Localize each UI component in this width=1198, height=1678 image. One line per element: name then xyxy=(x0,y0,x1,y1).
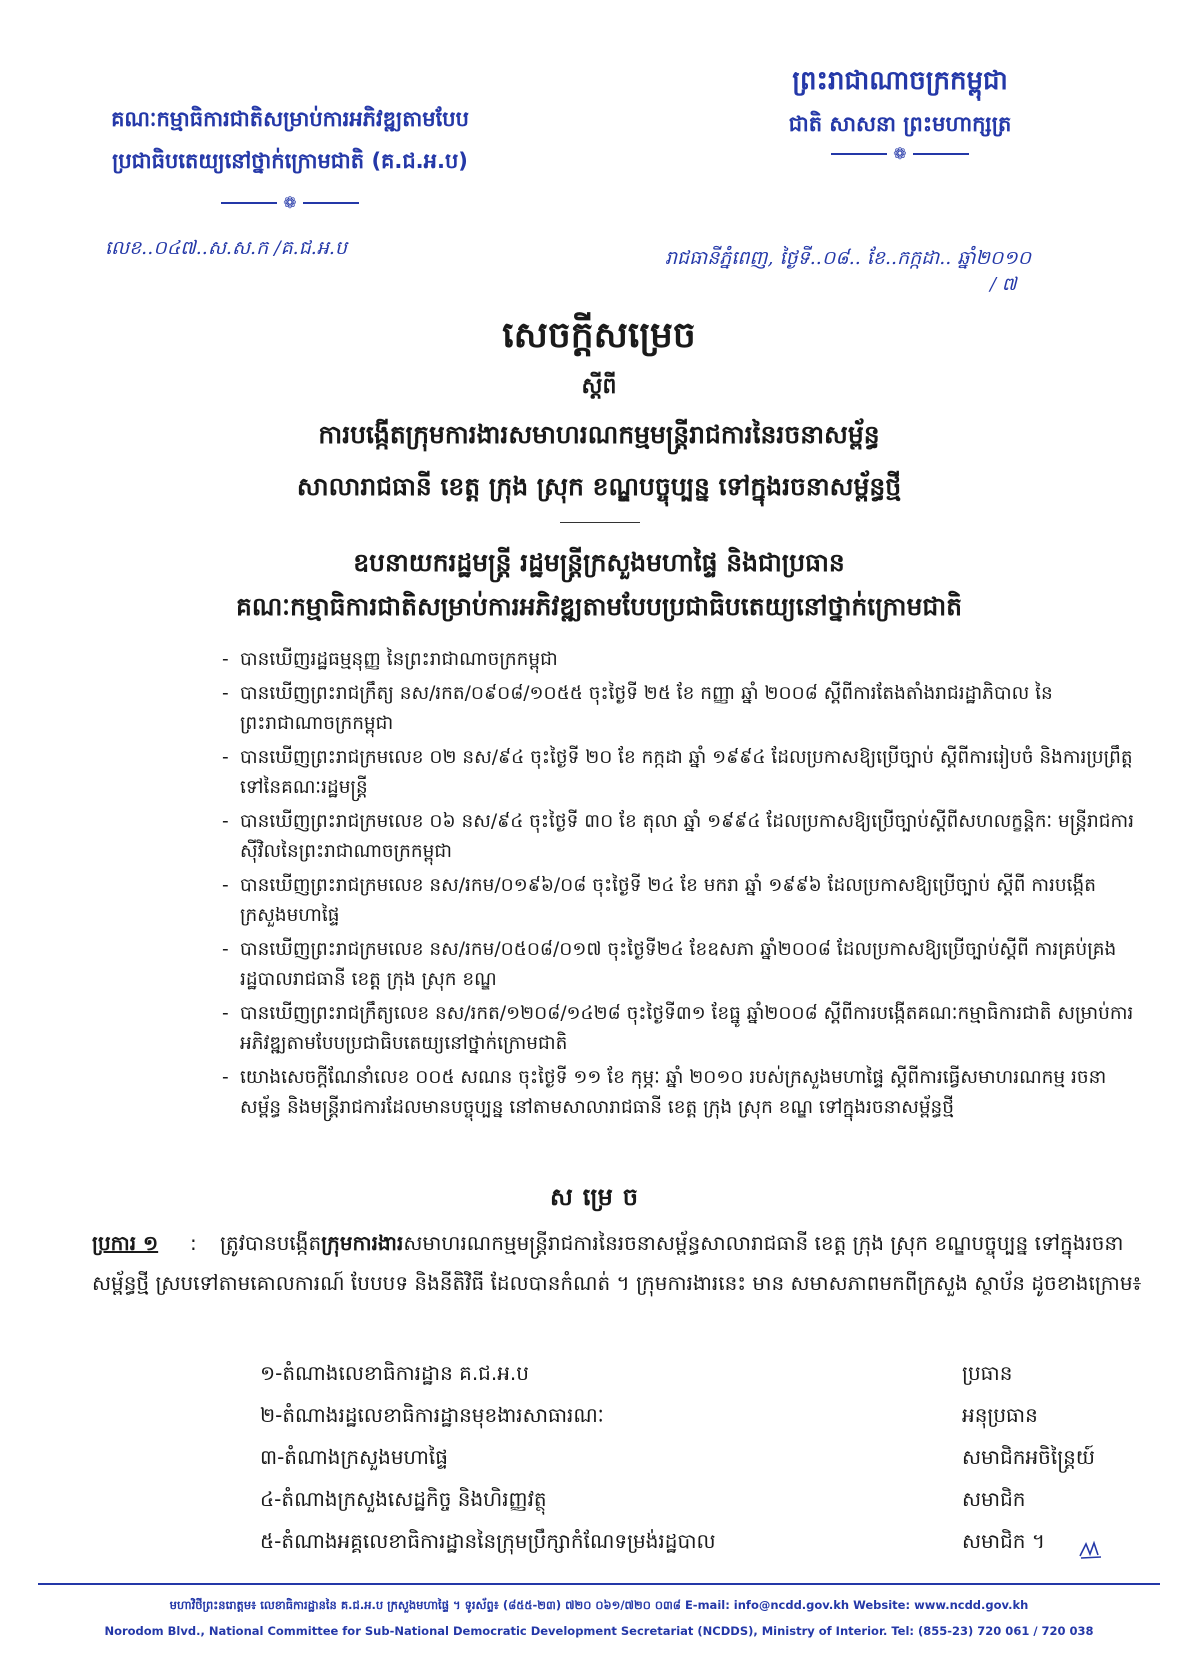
document-title: សេចក្តីសម្រេច xyxy=(502,315,696,356)
authority-line1: ឧបនាយករដ្ឋមន្ត្រី រដ្ឋមន្ត្រីក្រសួងមហាផ្ទៃ និងជាប្រធាន xyxy=(353,548,845,577)
reference-number: លេខ..០៤៧..ស.ស.ក /គ.ជ.អ.ប xyxy=(105,237,347,259)
list-item: - បានឃើញរដ្ឋធម្មនុញ្ញ នៃព្រះរាជាណាចក្រកម្ពុជា xyxy=(222,649,558,670)
footer-divider xyxy=(38,1583,1160,1585)
list-item: - យោងសេចក្តីណែនាំលេខ ០០៥ សណន ចុះថ្ងៃទី ១១ ខែ កុម្ភៈ ឆ្នាំ ២០១០ របស់ក្រសួងមហាផ្ទៃ ស្តីពីការធ្វើសមាហរណកម្ម រចនាសម្ព័ន្ធ និងមន្ត្រីរាជការដែលមានបច្ចុប្បន្ន នៅតាមសាលារាជធានី ខេត្ត ក្រុង ស្រុក ខណ្ឌ ទៅក្នុងរចនាសម្ព័ន្ធថ្មី xyxy=(222,1067,1107,1118)
date-annotation: / ៧ xyxy=(990,274,1017,295)
member-role: អនុប្រធាន xyxy=(962,1403,1038,1427)
document-date: រាជធានីភ្នំពេញ, ថ្ងៃទី..០៨.. ខែ..កក្កដា.. ឆ្នាំ២០១០ xyxy=(665,247,1032,269)
footer-address-khmer: មហាវិថីព្រះនរោត្តម៖ លេខាធិការដ្ឋាននៃ គ.ជ.អ.ប ក្រសួងមហាផ្ទៃ ។ ទូរស័ព្ទ៖ (៨៥៥-២៣) ៧២០ ០៦១/៧២០ ០៣៨ E-mail: info@ncdd.gov.kh Website: www.ncdd.gov.kh xyxy=(169,1598,1029,1612)
member-name: ៥-តំណាងអគ្គលេខាធិការដ្ឋាននៃក្រុមប្រឹក្សាកំណែទម្រង់រដ្ឋបាល xyxy=(260,1529,716,1553)
article-label: ប្រការ ១ xyxy=(92,1231,159,1255)
member-role: សមាជិក ។ xyxy=(962,1529,1046,1553)
article-1 xyxy=(92,1223,1152,1303)
issuing-organization xyxy=(60,98,520,224)
org-name-line1: គណៈកម្មាធិការជាតិសម្រាប់ការអភិវឌ្ឍតាមបែប xyxy=(111,107,469,131)
org-ornament xyxy=(60,182,520,224)
list-item: - បានឃើញព្រះរាជក្រមលេខ ០២ នស/៩៤ ចុះថ្ងៃទី ២០ ខែ កក្កដា ឆ្នាំ ១៩៩៤ ដែលប្រកាសឱ្យប្រើច្បាប់ ស្តីពីការរៀបចំ និងការប្រព្រឹត្តទៅនៃគណៈរដ្ឋមន្ត្រី xyxy=(222,747,1133,798)
list-item: - បានឃើញព្រះរាជក្រមលេខ នស/រកម/០១៩៦/០៨ ចុះថ្ងៃទី ២៤ ខែ មករា ឆ្នាំ ១៩៩៦ ដែលប្រកាសឱ្យប្រើច្បាប់ ស្តីពី ការបង្កើតក្រសួងមហាផ្ទៃ xyxy=(222,875,1096,926)
article-text-bold: ក្រុមការងារ xyxy=(321,1231,404,1255)
member-name: ៤-តំណាងក្រសួងសេដ្ឋកិច្ច និងហិរញ្ញវត្ថុ xyxy=(260,1487,547,1511)
article-text-start: ត្រូវបានបង្កើត xyxy=(220,1231,322,1255)
kingdom-heading xyxy=(720,58,1080,163)
list-item: - បានឃើញព្រះរាជក្រមលេខ នស/រកម/០៥០៨/០១៧ ចុះថ្ងៃទី២៤ ខែឧសភា ឆ្នាំ២០០៨ ដែលប្រកាសឱ្យប្រើច្បាប់ស្តីពី ការគ្រប់គ្រងរដ្ឋបាលរាជធានី ខេត្ត ក្រុង ស្រុក ខណ្ឌ xyxy=(222,939,1117,990)
kingdom-ornament xyxy=(720,144,1080,163)
list-item: - បានឃើញព្រះរាជក្រមលេខ ០៦ នស/៩៤ ចុះថ្ងៃទី ៣០ ខែ តុលា ឆ្នាំ ១៩៩៤ ដែលប្រកាសឱ្យប្រើច្បាប់ស្តីពីសហលក្ខន្តិកៈ មន្ត្រីរាជការស៊ីវិលនៃព្រះរាជាណាចក្រកម្ពុជា xyxy=(222,811,1134,862)
preamble-list xyxy=(222,645,1142,1127)
title-subject-line1: ការបង្កើតក្រុមការងារសមាហរណកម្មមន្ត្រីរាជការនៃរចនាសម្ព័ន្ធ xyxy=(318,420,880,449)
title-divider xyxy=(560,522,640,523)
footer-address-english: Norodom Blvd., National Committee for Sub-National Democratic Development Secretariat (NCDDS), Ministry of Interior. Tel: (855-23) 720 061 / 720 038 xyxy=(104,1624,1094,1638)
flower-icon: ❁ xyxy=(893,144,907,163)
member-name: ២-តំណាងរដ្ឋលេខាធិការដ្ឋានមុខងារសាធារណៈ xyxy=(260,1403,604,1427)
flower-icon: ❁ xyxy=(283,193,297,212)
title-about: ស្តីពី xyxy=(581,374,617,399)
article-text-rest: សមាហរណកម្មមន្ត្រីរាជការនៃរចនាសម្ព័ន្ធសាលារាជធានី ខេត្ត ក្រុង ស្រុក ខណ្ឌបច្ចុប្បន្ន ទៅក្នុងរចនាសម្ព័ន្ធថ្មី ស្របទៅតាមគោលការណ៍ បែបបទ និងនីតិវិធី ដែលបានកំណត់ ។ ក្រុមការងារនេះ មាន សមាសភាពមកពីក្រសួង ស្ថាប័ន ដូចខាងក្រោម៖ xyxy=(92,1231,1142,1295)
national-motto: ជាតិ សាសនា ព្រះមហាក្សត្រ xyxy=(788,112,1012,136)
list-item: - បានឃើញព្រះរាជក្រឹត្យ នស/រកត/០៩០៨/១០៥៥ ចុះថ្ងៃទី ២៥ ខែ កញ្ញា ឆ្នាំ ២០០៨ ស្តីពីការតែងតាំងរាជរដ្ឋាភិបាល នៃព្រះរាជាណាចក្រកម្ពុជា xyxy=(222,683,1053,734)
member-role: សមាជិកអចិន្ត្រៃយ៍ xyxy=(962,1445,1095,1469)
article-colon: : xyxy=(190,1231,197,1255)
member-name: ៣-តំណាងក្រសួងមហាផ្ទៃ xyxy=(260,1445,448,1469)
list-item: - បានឃើញព្រះរាជក្រឹត្យលេខ នស/រកត/១២០៨/១៤២៨ ចុះថ្ងៃទី៣១ ខែធ្នូ ឆ្នាំ២០០៨ ស្តីពីការបង្កើតគណៈកម្មាធិការជាតិ សម្រាប់ការអភិវឌ្ឍតាមបែបប្រជាធិបតេយ្យនៅថ្នាក់ក្រោមជាតិ xyxy=(222,1003,1134,1054)
authority-line2: គណៈកម្មាធិការជាតិសម្រាប់ការអភិវឌ្ឍតាមបែបប្រជាធិបតេយ្យនៅថ្នាក់ក្រោមជាតិ xyxy=(235,592,962,621)
member-role: ប្រធាន xyxy=(962,1361,1013,1385)
member-role: សមាជិក xyxy=(962,1487,1026,1511)
title-subject-line2: សាលារាជធានី ខេត្ត ក្រុង ស្រុក ខណ្ឌបច្ចុប្បន្ន ទៅក្នុងរចនាសម្ព័ន្ធថ្មី xyxy=(296,472,902,501)
initials-mark xyxy=(1078,1540,1104,1560)
member-name: ១-តំណាងលេខាធិការដ្ឋាន គ.ជ.អ.ប xyxy=(260,1361,529,1385)
decision-heading: សម្រេច xyxy=(549,1183,649,1211)
org-name-line2: ប្រជាធិបតេយ្យនៅថ្នាក់ក្រោមជាតិ (គ.ជ.អ.ប) xyxy=(112,149,468,173)
kingdom-name: ព្រះរាជាណាចក្រកម្ពុជា xyxy=(792,66,1008,96)
